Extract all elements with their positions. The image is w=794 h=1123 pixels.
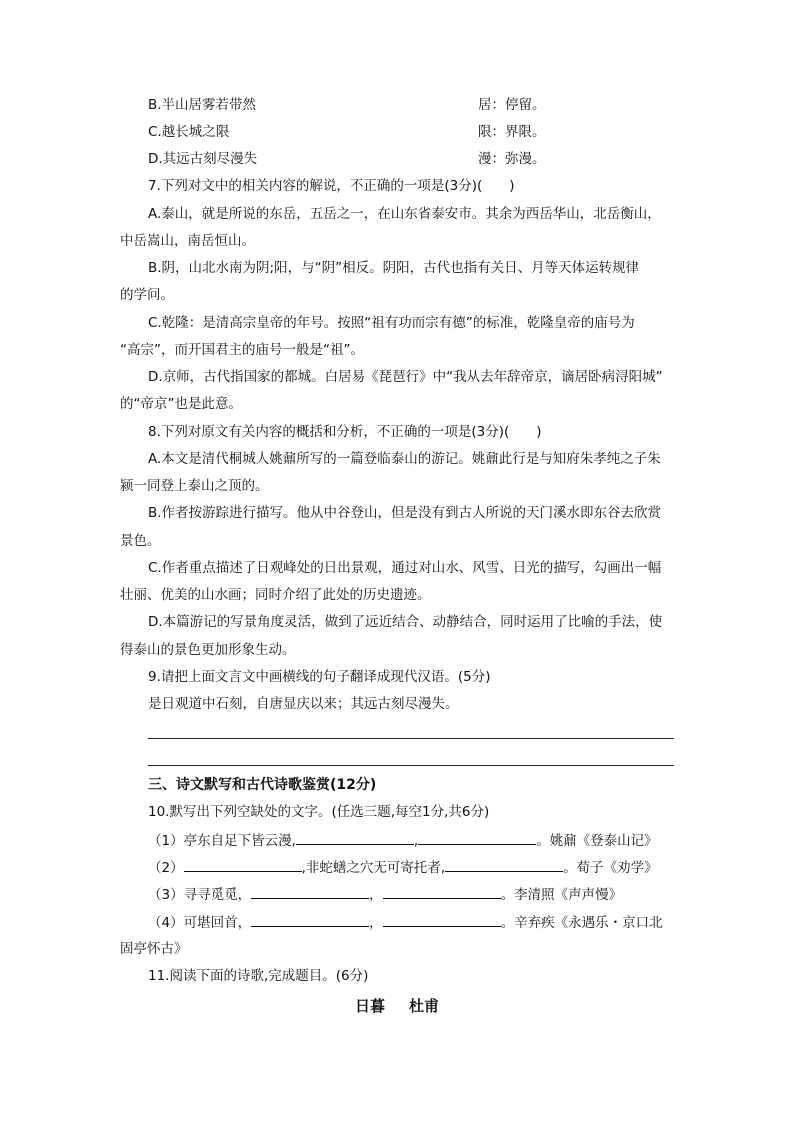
q6-option-b-gloss: 居：停留。 xyxy=(478,97,546,113)
q6-option-c-text: C.越长城之限 xyxy=(148,124,230,140)
q9-answer-line-1[interactable] xyxy=(148,738,674,739)
q10-item-4-source: 。辛弃疾《永遇乐・京口北 xyxy=(500,915,663,931)
q10-item-1-blank-1[interactable] xyxy=(296,831,414,845)
q11-stem: 11.阅读下面的诗歌,完成题目。(6分) xyxy=(148,968,369,984)
section3-heading: 三、诗文默写和古代诗歌鉴赏(12分) xyxy=(148,777,377,793)
q10-item-1-separator: , xyxy=(413,833,419,849)
q9-answer-line-2[interactable] xyxy=(148,765,674,766)
q6-option-c xyxy=(148,123,678,141)
q7-option-b-line2: 的学问。 xyxy=(120,287,174,303)
q9-sentence: 是日观道中石刻，自唐显庆以来；其远古刻尽漫失。 xyxy=(148,696,459,712)
q10-item-4-separator: ， xyxy=(369,915,383,931)
q6-option-c-gloss: 限：界限。 xyxy=(478,124,546,140)
q6-option-d xyxy=(148,150,678,168)
q9-stem: 9.请把上面文言文中画横线的句子翻译成现代汉语。(5分) xyxy=(148,669,491,685)
q6-option-d-gloss: 漫：弥漫。 xyxy=(478,151,546,167)
q10-item-2-blank-2[interactable] xyxy=(445,858,563,872)
q10-item-3-separator: ， xyxy=(369,887,383,903)
q10-item-1-blank-2[interactable] xyxy=(418,831,536,845)
q10-item-4-prefix: （4）可堪回首， xyxy=(148,915,252,931)
q8-option-a-line1: A.本文是清代桐城人姚鼐所写的一篇登临泰山的游记。姚鼐此行是与知府朱孝纯之子朱 xyxy=(148,451,661,467)
q10-item-1-prefix: （1）亭东自足下皆云漫, xyxy=(148,833,296,849)
poem-author: 杜甫 xyxy=(409,997,440,1015)
poem-title: 日暮 xyxy=(354,997,385,1015)
q10-item-4-continued: 固亭怀古》 xyxy=(120,941,188,957)
poem-heading xyxy=(0,995,794,1016)
q10-item-3-prefix: （3）寻寻觅觅， xyxy=(148,887,252,903)
q7-stem: 7.下列对文中的相关内容的解说，不正确的一项是(3分)( ) xyxy=(148,178,515,194)
q8-option-c-line1: C.作者重点描述了日观峰处的日出景观，通过对山水、风雪、日光的描写，勾画出一幅 xyxy=(148,560,662,576)
q10-item-2-prefix: （2） xyxy=(148,860,184,876)
q6-option-b xyxy=(148,96,678,114)
q10-item-3-blank-2[interactable] xyxy=(383,885,501,899)
q8-option-d-line2: 得泰山的景色更加形象生动。 xyxy=(120,642,296,658)
q7-option-c-line1: C.乾隆：是清高宗皇帝的年号。按照“祖有功而宗有德”的标准，乾隆皇帝的庙号为 xyxy=(148,315,635,331)
q10-item-3-source: 。李清照《声声慢》 xyxy=(500,887,623,903)
q8-option-b-line1: B.作者按游踪进行描写。他从中谷登山，但是没有到古人所说的天门溪水即东谷去欣赏 xyxy=(148,505,662,521)
q10-item-2-middle: ,非蛇蟮之穴无可寄托者, xyxy=(301,860,446,876)
q10-item-1 xyxy=(148,831,678,850)
q6-option-d-text: D.其远古刻尽漫失 xyxy=(148,151,258,167)
q8-option-d-line1: D.本篇游记的写景角度灵活，做到了远近结合、动静结合，同时运用了比喻的手法，使 xyxy=(148,614,663,630)
q10-item-2-blank-1[interactable] xyxy=(184,858,302,872)
q10-item-3 xyxy=(148,885,678,904)
q10-item-3-blank-1[interactable] xyxy=(251,885,369,899)
q8-option-b-line2: 景色。 xyxy=(120,533,161,549)
q7-option-a-line2: 中岳嵩山，南岳恒山。 xyxy=(120,233,255,249)
q10-item-4-blank-1[interactable] xyxy=(251,913,369,927)
q7-option-c-line2: “高宗”，而开国君主的庙号一般是“祖”。 xyxy=(120,342,364,358)
q8-option-a-line2: 颍一同登上泰山之顶的。 xyxy=(120,478,269,494)
q10-item-1-source: 。姚鼐《登泰山记》 xyxy=(536,833,658,849)
q10-item-2-source: 。荀子《劝学》 xyxy=(563,860,658,876)
q8-stem: 8.下列对原文有关内容的概括和分析，不正确的一项是(3分)( ) xyxy=(148,424,542,440)
q10-item-4-blank-2[interactable] xyxy=(383,913,501,927)
q7-option-a-line1: A.泰山，就是所说的东岳，五岳之一，在山东省泰安市。其余为西岳华山，北岳衡山， xyxy=(148,206,661,222)
q10-stem: 10.默写出下列空缺处的文字。(任选三题,每空1分,共6分) xyxy=(148,804,490,820)
q10-item-4 xyxy=(148,913,678,932)
q10-item-2 xyxy=(148,858,678,877)
q7-option-d-line1: D.京师，古代指国家的都城。白居易《琵琶行》中“我从去年辞帝京，谪居卧病浔阳城” xyxy=(148,369,663,385)
q7-option-d-line2: 的“帝京”也是此意。 xyxy=(120,396,242,412)
q6-option-b-text: B.半山居雾若带然 xyxy=(148,97,257,113)
q7-option-b-line1: B.阴，山北水南为阴;阳，与“阴”相反。阴阳，古代也指有关日、月等天体运转规律 xyxy=(148,260,640,276)
q8-option-c-line2: 壮丽、优美的山水画；同时介绍了此处的历史遗迹。 xyxy=(120,587,431,603)
